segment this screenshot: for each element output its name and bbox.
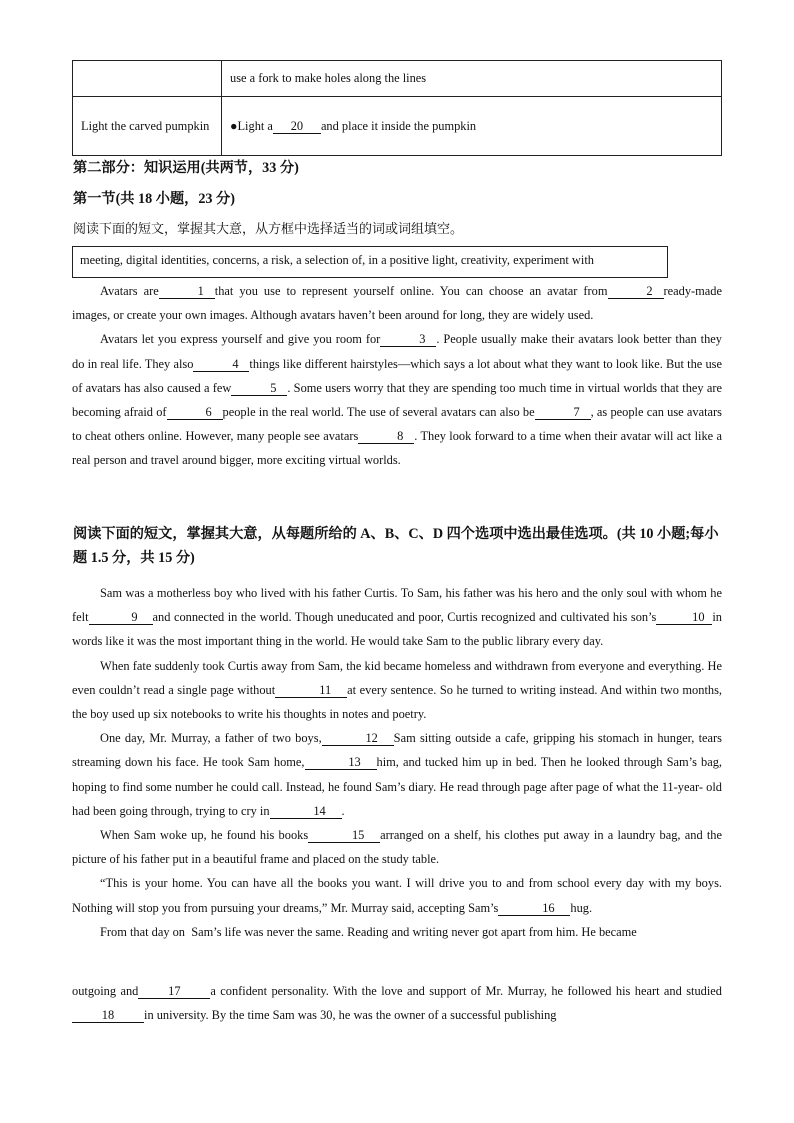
part-title: 第二部分：知识运用(共两节，33 分) xyxy=(73,160,299,176)
passage-text: things like different hairstyles—which says a lot about what they want to look like. But the use of avatars has also caused a few xyxy=(72,356,722,395)
word-bank-box: meeting, digital identities, concerns, a risk, a selection of, in a positive light, creativity, experiment with xyxy=(72,246,668,278)
table-row xyxy=(73,97,722,156)
passage-text: Sam’s life was never the same. Reading and writing never got apart from him. He became xyxy=(191,924,637,939)
paragraph xyxy=(72,823,722,871)
paragraph xyxy=(72,871,722,919)
paragraph xyxy=(72,979,722,1027)
answer-blank[interactable]: 9 xyxy=(89,610,153,625)
answer-blank[interactable]: 3 xyxy=(380,332,436,347)
answer-blank[interactable]: 2 xyxy=(608,284,664,299)
paragraph xyxy=(72,279,722,327)
answer-blank[interactable]: 16 xyxy=(498,901,570,916)
paragraph xyxy=(72,581,722,654)
passage-sam-continued xyxy=(72,979,722,1027)
passage-text: Sam was a motherless boy who lived with his father Curtis. To Sam, his father was his hero and the only soul with whom he felt xyxy=(72,586,722,625)
table-cell-detail: use a fork to make holes along the lines xyxy=(222,61,722,97)
table-cell-step: Light the carved pumpkin xyxy=(73,97,222,156)
passage-text: him, and tucked him up in bed. Then he looked through Sam’s bag, hoping to find some number he could call. Instead, he found Sam’s diary. He read through page after page of what the 11-year- old had been going through, trying to cry in xyxy=(72,755,722,818)
passage-text: ready-made images, or create your own images. Although avatars haven’t been around for long, they are widely used. xyxy=(72,284,722,323)
passage-text: in university. By the time Sam was 30, he was the owner of a successful publishing xyxy=(144,1008,557,1023)
passage-text: . They look forward to a time when their avatar will act like a real person and travel around bigger, more exciting virtual worlds. xyxy=(72,429,722,468)
section-heading: 阅读下面的短文，掌握其大意，从每题所给的 A、B、C、D 四个选项中选出最佳选项。(共 10 小题;每小题 1.5 分，共 15 分) xyxy=(73,526,719,566)
answer-blank[interactable]: 8 xyxy=(358,429,414,444)
section-title: 第一节(共 18 小题，23 分) xyxy=(73,191,235,207)
passage-text: outgoing and xyxy=(72,984,139,998)
answer-blank[interactable]: 20 xyxy=(273,119,321,134)
passage-text: hug. xyxy=(570,900,593,915)
instruction: 阅读下面的短文，掌握其大意，从方框中选择适当的词或词组填空。 xyxy=(73,221,464,236)
table-cell-detail xyxy=(222,97,722,156)
answer-blank[interactable]: 13 xyxy=(305,755,377,770)
paragraph xyxy=(72,654,722,727)
passage-text: When Sam woke up, he found his books xyxy=(100,828,309,843)
table-text: ●Light a xyxy=(230,118,273,133)
steps-table xyxy=(72,60,722,156)
passage-text: in words like it was the most important thing in the world. He would take Sam to the public library every day. xyxy=(72,610,722,649)
answer-blank[interactable]: 15 xyxy=(308,828,380,843)
passage-text: arranged on a shelf, his clothes put away in a laundry bag, and the picture of his father put in a beautiful frame and placed on the study table. xyxy=(72,828,723,867)
passage-text: “This is your home. You can have all the books you want. I will drive you to and from school every day with my boys. Nothing will stop you from pursuing your dreams,” Mr. Murray said, accepting Sam’s xyxy=(72,876,722,915)
passage-text: at every sentence. So he turned to writing instead. And within two months, the boy used up six notebooks to write his thoughts in notes and poetry. xyxy=(72,682,723,722)
answer-blank[interactable]: 5 xyxy=(231,381,287,396)
paragraph xyxy=(72,327,722,472)
answer-blank[interactable]: 14 xyxy=(270,804,342,819)
passage-text: When fate suddenly took Curtis away from Sam, the kid became homeless and withdrawn from everyone and everything. He even couldn’t read a single page without xyxy=(72,658,722,697)
answer-blank[interactable]: 7 xyxy=(535,405,591,420)
passage-text: One day, Mr. Murray, a father of two boys, xyxy=(100,731,322,746)
passage-text: From that day on xyxy=(100,924,186,939)
answer-blank[interactable]: 4 xyxy=(193,357,249,372)
table-text: and place it inside the pumpkin xyxy=(320,118,477,133)
answer-blank[interactable]: 18 xyxy=(72,1008,144,1023)
answer-blank[interactable]: 1 xyxy=(159,284,215,299)
passage-text: . Some users worry that they are spending too much time in virtual worlds that they are becoming afraid of xyxy=(72,380,722,420)
passage-text: , as people can use avatars to cheat others online. However, many people see avatars xyxy=(72,405,722,444)
passage-text: that you use to represent yourself online. You can choose an avatar from xyxy=(214,284,608,298)
passage-sam xyxy=(72,581,722,944)
passage-text: Sam sitting outside a cafe, gripping his stomach in hunger, tears streaming down his face. He took Sam home, xyxy=(72,731,723,770)
passage-text: . xyxy=(341,803,345,818)
answer-blank[interactable]: 10 xyxy=(656,610,712,625)
passage-text: Avatars let you express yourself and give you room for xyxy=(100,332,381,347)
passage-avatars xyxy=(72,279,722,473)
answer-blank[interactable]: 11 xyxy=(275,683,347,698)
paragraph xyxy=(72,726,722,823)
passage-text: and connected in the world. Though uneducated and poor, Curtis recognized and cultivated his son’s xyxy=(152,610,657,625)
table-row xyxy=(73,61,722,97)
answer-blank[interactable]: 17 xyxy=(138,984,210,999)
passage-text: Avatars are xyxy=(100,284,159,298)
table-cell-step xyxy=(73,61,222,97)
answer-blank[interactable]: 6 xyxy=(167,405,223,420)
answer-blank[interactable]: 12 xyxy=(322,731,394,746)
passage-text: . People usually make their avatars look better than they do in real life. They also xyxy=(72,332,722,371)
passage-text: people in the real world. The use of several avatars can also be xyxy=(222,405,535,420)
paragraph xyxy=(72,920,722,944)
passage-text: a confident personality. With the love and support of Mr. Murray, he followed his heart and studied xyxy=(210,984,723,998)
